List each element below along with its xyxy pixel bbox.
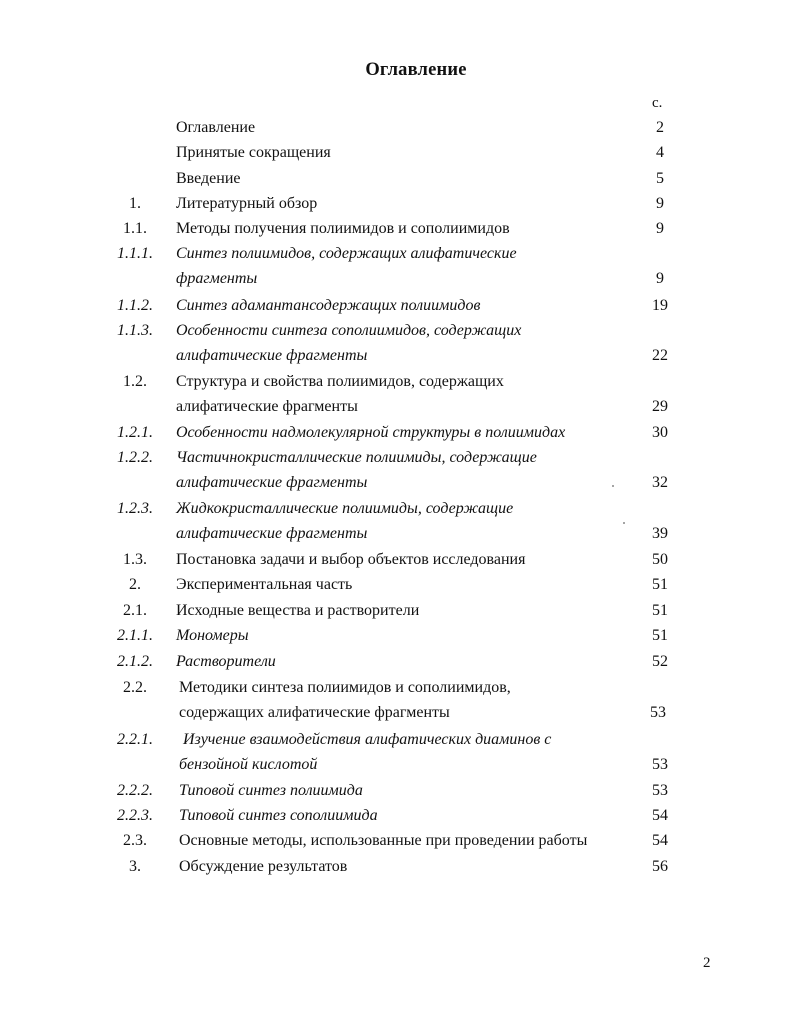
toc-entry-title: Синтез адамантансодержащих полиимидов [176, 297, 481, 314]
toc-entry-page: 9 [656, 270, 664, 287]
toc-entry-title: Особенности надмолекулярной структуры в полиимидах [176, 424, 566, 441]
scan-speck [623, 522, 625, 524]
toc-entry-number: 1. [129, 195, 141, 212]
toc-entry-number: 1.1.3. [117, 322, 153, 339]
toc-entry-title: фрагменты [176, 270, 258, 287]
toc-entry-number: 2.2.2. [117, 782, 153, 799]
toc-entry-page: 19 [652, 297, 668, 314]
toc-entry-title: Частичнокристаллические полиимиды, содержащие [176, 449, 537, 466]
toc-entry-title: бензойной кислотой [179, 756, 318, 773]
toc-entry-title: алифатические фрагменты [176, 474, 368, 491]
toc-entry-page: 53 [652, 782, 668, 799]
toc-entry-title: Исходные вещества и растворители [176, 602, 420, 619]
toc-entry-page: 54 [652, 807, 668, 824]
page-column-header: с. [652, 95, 663, 111]
toc-entry-number: 1.2.3. [117, 500, 153, 517]
toc-entry-page: 52 [652, 653, 668, 670]
toc-entry-number: 2.1.2. [117, 653, 153, 670]
toc-entry-title: Жидкокристаллические полиимиды, содержащие [176, 500, 514, 517]
toc-entry-number: 3. [129, 858, 141, 875]
toc-entry-number: 1.3. [123, 551, 147, 568]
toc-entry-number: 2. [129, 576, 141, 593]
toc-entry-title: Мономеры [176, 627, 249, 644]
toc-entry-page: 51 [652, 627, 668, 644]
toc-entry-number: 2.1.1. [117, 627, 153, 644]
page-title: Оглавление [365, 60, 467, 80]
scan-speck [612, 485, 614, 487]
toc-entry-title: Экспериментальная часть [176, 576, 353, 593]
toc-entry-page: 50 [652, 551, 668, 568]
toc-entry-number: 1.1.1. [117, 245, 153, 262]
toc-entry-page: 54 [652, 832, 668, 849]
toc-entry-page: 9 [656, 220, 664, 237]
toc-entry-title: содержащих алифатические фрагменты [179, 704, 450, 721]
toc-entry-title: Литературный обзор [176, 195, 318, 212]
toc-entry-page: 29 [652, 398, 668, 415]
toc-entry-title: алифатические фрагменты [176, 398, 358, 415]
toc-entry-number: 1.2.2. [117, 449, 153, 466]
toc-entry-title: Синтез полиимидов, содержащих алифатические [176, 245, 517, 262]
toc-entry-page: 22 [652, 347, 668, 364]
toc-entry-number: 2.2. [123, 679, 147, 696]
toc-entry-title: Типовой синтез сополиимида [179, 807, 378, 824]
toc-entry-title: Методы получения полиимидов и сополиимидов [176, 220, 510, 237]
toc-entry-number: 2.3. [123, 832, 147, 849]
footer-page-number: 2 [703, 955, 711, 971]
toc-entry-title: Принятые сокращения [176, 144, 331, 161]
toc-entry-page: 5 [656, 170, 664, 187]
toc-entry-title: Структура и свойства полиимидов, содержащих [176, 373, 504, 390]
toc-entry-page: 56 [652, 858, 668, 875]
toc-entry-title: Растворители [176, 653, 276, 670]
toc-entry-title: алифатические фрагменты [176, 347, 368, 364]
toc-entry-title: Типовой синтез полиимида [179, 782, 363, 799]
toc-entry-page: 30 [652, 424, 668, 441]
toc-entry-number: 1.1.2. [117, 297, 153, 314]
toc-entry-title: Введение [176, 170, 241, 187]
toc-entry-title: алифатические фрагменты [176, 525, 368, 542]
toc-entry-number: 1.1. [123, 220, 147, 237]
toc-entry-title: Постановка задачи и выбор объектов исследования [176, 551, 526, 568]
toc-entry-title: Особенности синтеза сополиимидов, содержащих [176, 322, 522, 339]
toc-entry-number: 2.2.1. [117, 731, 153, 748]
toc-entry-title: Основные методы, использованные при проведении работы [179, 832, 588, 849]
toc-entry-number: 1.2.1. [117, 424, 153, 441]
toc-entry-title: Оглавление [176, 119, 256, 136]
toc-entry-title: Изучение взаимодействия алифатических диаминов с [183, 731, 552, 748]
toc-entry-number: 1.2. [123, 373, 147, 390]
toc-entry-page: 53 [652, 756, 668, 773]
toc-entry-page: 4 [656, 144, 664, 161]
toc-entry-number: 2.1. [123, 602, 147, 619]
toc-entry-page: 51 [652, 602, 668, 619]
toc-entry-title: Методики синтеза полиимидов и сополиимидов, [179, 679, 511, 696]
toc-entry-title: Обсуждение результатов [179, 858, 348, 875]
toc-entry-page: 9 [656, 195, 664, 212]
toc-entry-page: 2 [656, 119, 664, 136]
toc-entry-page: 39 [652, 525, 668, 542]
toc-entry-page: 51 [652, 576, 668, 593]
toc-entry-page: 53 [650, 704, 666, 721]
toc-entry-number: 2.2.3. [117, 807, 153, 824]
toc-entry-page: 32 [652, 474, 668, 491]
